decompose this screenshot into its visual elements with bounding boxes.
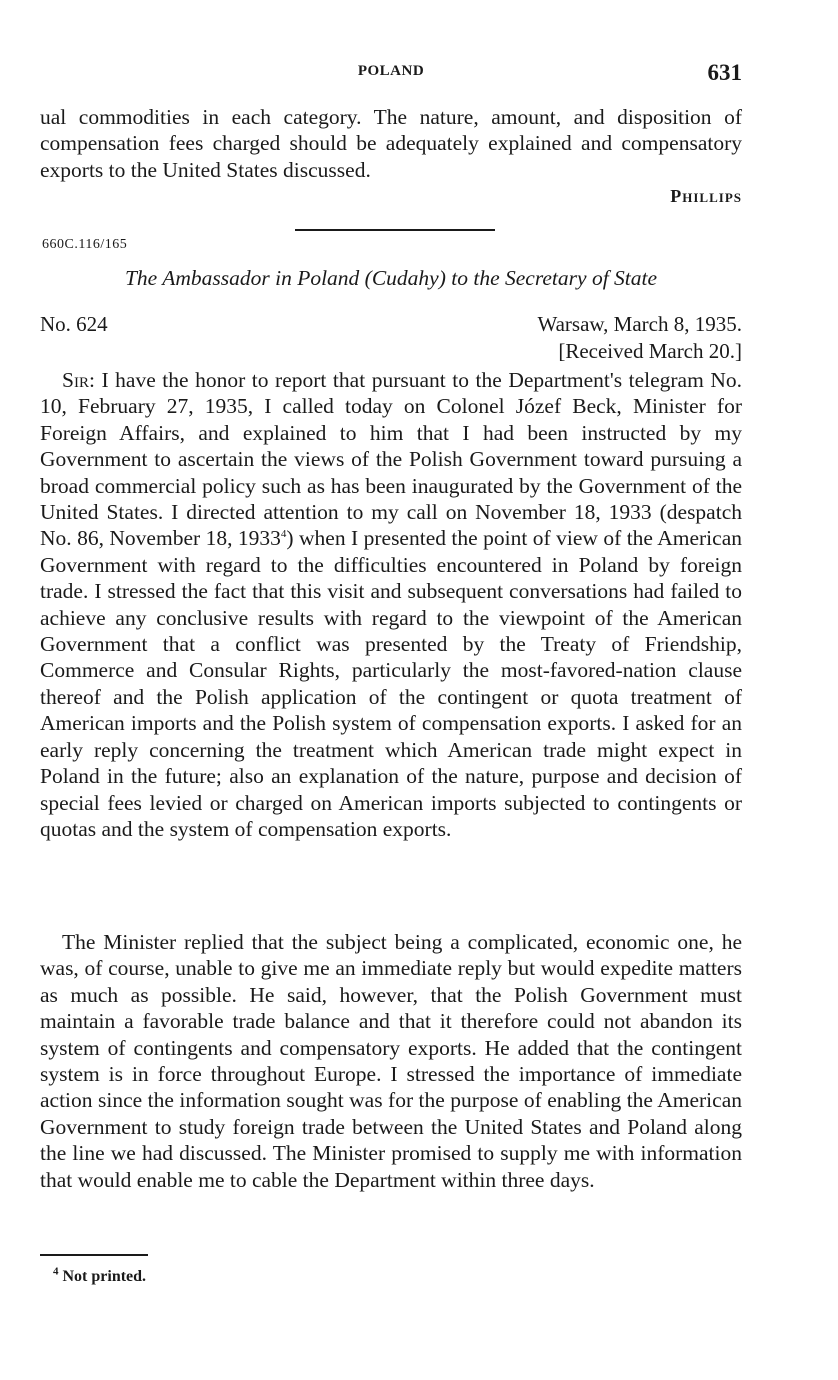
footnote-reference[interactable]: 4 bbox=[280, 528, 287, 541]
salutation: Sir: bbox=[62, 368, 95, 392]
place-date-line: Warsaw, March 8, 1935. bbox=[537, 312, 742, 336]
received-date: [Received March 20.] bbox=[558, 339, 742, 363]
body-paragraph-2 bbox=[40, 929, 742, 1193]
signature: Phillips bbox=[670, 186, 742, 206]
file-number: 660C.116/165 bbox=[42, 237, 128, 252]
footnote-marker: 4 bbox=[53, 1265, 59, 1278]
paragraph-1-text-b: ) when I presented the point of view of the American Government with regard to the difficulties encountered in Poland by foreign trade. I stressed the fact that this visit and subsequent conversations had failed to achieve any conclusive results with regard to the viewpoint of the American Government that a conflict was presented by the Treaty of Friendship, Commerce and Consular Rights, particularly the most-favored-nation clause thereof and the Polish application of the contingent or quota treatment of American imports and the Polish system of compensation exports. I asked for an early reply concerning the treatment which American trade might expect in Poland in the future; also an explanation of the nature, purpose and decision of special fees levied or charged on American imports subjected to contingents or quotas and the system of compensation exports. bbox=[40, 526, 742, 841]
page-number: 631 bbox=[707, 60, 742, 85]
continuation-paragraph: ual commodities in each category. The nature, amount, and disposition of compensation fees charged should be adequately explained and compensatory exports to the United States discussed. bbox=[40, 105, 742, 182]
footnote-divider bbox=[40, 1254, 148, 1256]
paragraph-1-text-a: I have the honor to report that pursuant to the Department's telegram No. 10, February 27, 1935, I called today on Colonel Józef Beck, Minister for Foreign Affairs, and explained to him that I had been instructed by my Government to ascertain the views of the Polish Government toward pursuing a broad commercial policy such as has been inaugurated by the Government of the United States. I directed attention to my call on November 18, 1933 (despatch No. 86, November 18, 1933 bbox=[40, 368, 743, 551]
running-head: POLAND bbox=[357, 63, 425, 79]
section-divider bbox=[295, 229, 495, 231]
page-header bbox=[40, 60, 742, 90]
footnote-text: Not printed. bbox=[62, 1268, 147, 1285]
dispatch-number: No. 624 bbox=[40, 312, 108, 336]
document-title: The Ambassador in Poland (Cudahy) to the Secretary of State bbox=[124, 266, 658, 290]
body-paragraph-1 bbox=[40, 367, 742, 842]
footnote bbox=[53, 1265, 147, 1286]
paragraph-2-text: The Minister replied that the subject being a complicated, economic one, he was, of course, unable to give me an immediate reply but would expedite matters as much as possible. He said, however, that the Polish Government must maintain a favorable trade balance and that it therefore could not abandon its system of contingents and compensatory exports. He added that the contingent system is in force throughout Europe. I stressed the importance of immediate action since the information sought was for the purpose of enabling the American Government to study foreign trade between the United States and Poland along the line we had discussed. The Minister promised to supply me with information that would enable me to cable the Department within three days. bbox=[40, 930, 742, 1192]
document-page bbox=[40, 0, 742, 1380]
